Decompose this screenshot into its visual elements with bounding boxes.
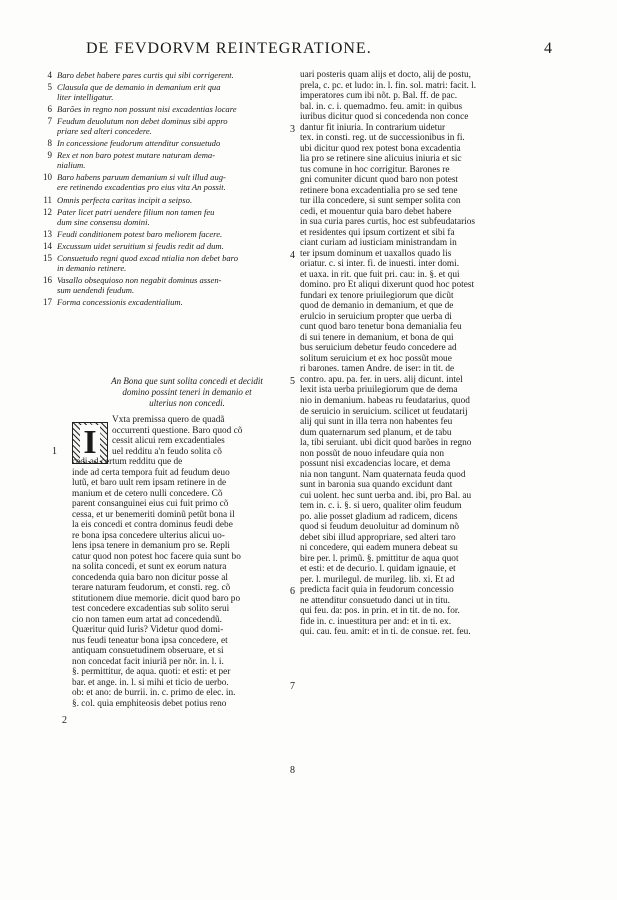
text-line: per. l. murilegul. de murileg. lib. xi. Et ad bbox=[300, 574, 455, 585]
question-line: An Bona que sunt solita concedi et decidit bbox=[111, 376, 263, 386]
text-line: bal. in. c. i. quemadmo. feu. amit: in quibus bbox=[300, 101, 463, 112]
text-line: possunt nisi excadencias locare, et dema bbox=[300, 459, 451, 470]
text-line: la, tibi seruiant. ubi dicit quod barões in regno bbox=[300, 438, 472, 449]
margin-note-number: 7 bbox=[290, 681, 295, 692]
text-line: ri barones. tamen Andre. de iser: in tit. de bbox=[300, 364, 455, 375]
text-line: tem in. c. i. §. si uero, qualiter olim feudum bbox=[300, 501, 462, 512]
summary-item bbox=[30, 275, 305, 295]
text-line: de seruicio in seruicium. scilicet ut feudatarij bbox=[300, 406, 468, 417]
text-line: Vxta premissa quero de quadã bbox=[112, 415, 225, 425]
summary-line: liter intelligatur. bbox=[57, 92, 114, 103]
text-line: cedi ad certum redditu que de bbox=[72, 457, 183, 468]
summary-line: Baro habens paruum demanium si vult illud aug- bbox=[57, 172, 226, 183]
text-line: debet sibi illud appropriare, sed alteri taro bbox=[300, 532, 456, 543]
summary-item bbox=[30, 229, 305, 239]
summary-item bbox=[30, 241, 305, 251]
text-line: dum quaternarum sed planum, et de tabu bbox=[300, 427, 452, 438]
text-line: manium et de cetero nulli concedere. Cõ bbox=[72, 488, 223, 499]
summary-item bbox=[30, 150, 305, 170]
text-line: sunt in baronia sua quando excidunt dant bbox=[300, 480, 453, 491]
question-line: domino possint teneri in demanio et bbox=[122, 387, 252, 397]
text-line: occurrenti questione. Baro quod cõ bbox=[112, 425, 243, 436]
text-line: cessa, et ur benemeriti dominũ petũt bona il bbox=[72, 509, 235, 520]
right-column-text bbox=[300, 70, 545, 638]
text-line: Quæritur quid Iuris? Videtur quod domi- bbox=[72, 625, 224, 636]
summary-line: sum uendendi feudum. bbox=[57, 284, 135, 295]
text-line: dantur fit iniuria. In contrarium uidetur bbox=[300, 122, 446, 133]
text-line: et residentes qui ipsum cortizent et sibi fa bbox=[300, 227, 455, 238]
text-line: terare naturam feudorum, et consti. reg. cõ bbox=[72, 583, 231, 594]
summary-number: 15 bbox=[43, 252, 52, 263]
text-line: uari posteris quam alijs et docto, alij de postu, bbox=[300, 70, 471, 80]
text-line: concedenda quia baro non dicitur posse al bbox=[72, 572, 228, 583]
summary-line: Consuetudo regni quod excad ntialia non debet baro bbox=[57, 252, 239, 263]
text-line: stitutionem diue memorie. dicit quod baro po bbox=[72, 593, 241, 604]
text-line: cedi, et mouentur quia baro debet habere bbox=[300, 206, 452, 217]
text-line: et esti: et de decurio. l. quidam ignauie, et bbox=[300, 564, 456, 575]
text-line: bire per. l. primũ. §. pmittitur de aqua quot bbox=[300, 553, 459, 564]
text-line: non concedat facit iniuriã per nõr. in. l. i. bbox=[72, 656, 224, 667]
margin-note-number: 4 bbox=[290, 250, 295, 261]
question-line: ulterius non concedi. bbox=[149, 398, 225, 408]
summary-item bbox=[30, 70, 305, 80]
question-heading bbox=[72, 376, 302, 409]
text-line: imperatores cum ibi nõt. p. Bal. ff. de pac. bbox=[300, 91, 458, 102]
text-line: cui uolent. hec sunt uerba and. ibi, pro Bal. au bbox=[300, 490, 472, 501]
margin-note-number: 5 bbox=[290, 376, 295, 387]
summary-number: 8 bbox=[47, 138, 52, 149]
text-line: erulcio in seruicium propter que uerba di bbox=[300, 311, 452, 322]
text-line: quod de demanio in demanium, et que de bbox=[300, 301, 454, 312]
margin-note-number: 8 bbox=[290, 765, 295, 776]
running-title: DE FEVDORVM REINTEGRATIONE. bbox=[86, 40, 372, 57]
text-line: nio in demanium. habeas ru feudatarius, quod bbox=[300, 395, 470, 406]
summary-item bbox=[30, 82, 305, 102]
text-line: cessit alicui rem excadentiales bbox=[112, 436, 225, 447]
text-line: parent consanguinei eius cui fuit primo cõ bbox=[72, 499, 229, 510]
summary-item bbox=[30, 138, 305, 148]
summary-line: Rex et non baro potest mutare naturam dema- bbox=[57, 150, 216, 161]
text-line: cunt quod baro tenetur bona demanialia feu bbox=[300, 322, 462, 333]
summary-item bbox=[30, 207, 305, 227]
text-line: nia non tangunt. Nam quaternata feuda quod bbox=[300, 469, 466, 480]
summary-item bbox=[30, 116, 305, 136]
text-line: lexit ista uerba priuilegiorum que de dema bbox=[300, 385, 458, 396]
summary-number: 13 bbox=[43, 228, 52, 239]
text-line: lens ipsa tenere in demanium pro se. Repli bbox=[72, 541, 231, 552]
initial-letter: I bbox=[80, 425, 99, 461]
text-line: tus comune in hoc corrigitur. Barones re bbox=[300, 164, 450, 175]
text-line: di sui tenere in demanium, et bona de qui bbox=[300, 332, 454, 343]
text-line: ciant curiam ad iusticiam ministrandam in bbox=[300, 238, 457, 249]
summary-number: 12 bbox=[43, 206, 52, 217]
text-line: gni comuniter dicunt quod baro non potest bbox=[300, 175, 459, 186]
text-line: contro. apu. pa. fer. in uers. alij dicunt. intel bbox=[300, 374, 463, 385]
text-line: na solita concedi, et sunt ex eorum natura bbox=[72, 562, 227, 573]
text-line: §. col. quia emphiteosis debet potius reno bbox=[72, 698, 227, 709]
text-line: lutũ, et baro uult rem ipsam retinere in de bbox=[72, 478, 227, 489]
summary-line: Clausula que de demanio in demanium erit qua bbox=[57, 82, 221, 93]
text-line: §. permittitur, de aqua. quoti: et esti: et per bbox=[72, 667, 231, 678]
text-line: inde ad certa tempora fuit ad feudum deuo bbox=[72, 467, 230, 478]
summary-number: 11 bbox=[43, 194, 52, 205]
text-line: et uaxa. in rit. que fuit pri. cau: in. §. et qui bbox=[300, 269, 460, 280]
text-line: domino. pro Et aliqui dixerunt quod hoc potest bbox=[300, 280, 475, 291]
summary-number: 14 bbox=[43, 240, 52, 251]
summary-line: Baro debet habere pares curtis qui sibi corrigerent. bbox=[57, 70, 234, 80]
summary-line: Feudum deuolutum non debet dominus sibi appro bbox=[57, 116, 228, 127]
summary-list bbox=[30, 70, 305, 307]
text-line: predicta facit quia in feudorum concessio bbox=[300, 585, 454, 596]
summary-line: Pater licet patri uendere filium non tamen feu bbox=[57, 206, 215, 217]
margin-note-number: 1 bbox=[52, 446, 57, 457]
summary-line: nialium. bbox=[57, 160, 86, 171]
summary-line: Excussum uidet seruitium si feudis redit ad dum. bbox=[57, 240, 224, 251]
summary-line: Omnis perfecta caritas incipit a seipso. bbox=[57, 194, 193, 205]
text-line: uel redditu a'n feudo solita cõ bbox=[112, 446, 222, 457]
summary-number: 4 bbox=[47, 70, 52, 80]
text-line: antiquam consuetudinem obseruare, et si bbox=[72, 646, 224, 657]
text-line: non possũt de nouo infeudare quia non bbox=[300, 448, 445, 459]
left-column-text bbox=[72, 415, 312, 709]
text-line: tur illa concedere, si sunt semper solita con bbox=[300, 196, 461, 207]
page-number: 4 bbox=[544, 40, 552, 57]
summary-line: in demanio retinere. bbox=[57, 262, 127, 273]
summary-line: Feudi conditionem potest baro meliorem facere. bbox=[57, 228, 223, 239]
text-line: fundari ex tenore priuilegiorum que dicũt bbox=[300, 290, 454, 301]
text-line: qui feu. da: pos. in prin. et in tit. de no. for. bbox=[300, 606, 460, 617]
summary-number: 6 bbox=[47, 104, 52, 115]
summary-number: 9 bbox=[47, 150, 52, 161]
text-line: catur quod non potest hoc facere quia sunt bo bbox=[72, 551, 241, 562]
margin-note-number: 6 bbox=[290, 586, 295, 597]
text-line: oriatur. c. si inter. fi. de inuesti. inter domi. bbox=[300, 259, 460, 270]
summary-line: priare sed alteri concedere. bbox=[57, 126, 152, 137]
text-line: po. alie posset gladium ad radicem, dicens bbox=[300, 511, 458, 522]
text-line: solitum seruicium et ex hoc possũt moue bbox=[300, 353, 452, 364]
summary-line: In concessione feudorum attenditur consuetudo bbox=[57, 138, 221, 149]
text-line: retinere bona excadentialia pro se sed tene bbox=[300, 185, 458, 196]
text-line: la eis concedi et contra dominus feudi debe bbox=[72, 520, 233, 531]
text-line: alij qui sunt in illa terra non habentes feu bbox=[300, 417, 453, 428]
summary-number: 16 bbox=[43, 274, 52, 285]
summary-item bbox=[30, 104, 305, 114]
text-line: bus seruicium debetur feudo concedere ad bbox=[300, 343, 457, 354]
text-line: lia pro se retinere sine alicuius iniuria et sic bbox=[300, 154, 462, 165]
summary-line: Barões in regno non possunt nisi excadentias locare bbox=[57, 104, 237, 115]
text-line: ob: et ano: de burrii. in. c. primo de elec. in. bbox=[72, 688, 236, 699]
text-line: ubi dicitur quod rex potest bona excadentia bbox=[300, 143, 461, 154]
summary-line: dum sine consensu domini. bbox=[57, 216, 150, 227]
text-line: nus feudi teneatur bona ipsa concedere, et bbox=[72, 635, 228, 646]
summary-item bbox=[30, 172, 305, 192]
text-line: ter ipsum dominum et uaxallos quado lis bbox=[300, 248, 452, 259]
summary-line: Forma concessionis excadentialium. bbox=[57, 296, 183, 307]
text-line: cio non tamen eum artat ad concedendũ. bbox=[72, 614, 222, 625]
text-line: iuribus dicitur quod si concedenda non conce bbox=[300, 112, 469, 123]
text-line: fide in. c. inuestitura per and: et in ti. ex. bbox=[300, 616, 452, 627]
summary-number: 5 bbox=[47, 82, 52, 93]
summary-number: 17 bbox=[43, 296, 52, 307]
summary-number: 10 bbox=[43, 172, 52, 183]
margin-note-number: 2 bbox=[62, 715, 67, 726]
text-line: ni concedere, qui eadem munera debeat su bbox=[300, 543, 458, 554]
summary-number: 7 bbox=[47, 116, 52, 127]
text-line: ne attenditur consuetudo danci ut in titu. bbox=[300, 595, 451, 606]
summary-line: Vasallo obsequioso non negabit dominus assen- bbox=[57, 274, 222, 285]
text-line: re bona ipsa concedere ulterius alicui uo- bbox=[72, 530, 225, 541]
text-line: test concedere excadentias sub solito serui bbox=[72, 604, 230, 615]
text-line: bar. et ange. in. l. si mihi et ticio de uerbo. bbox=[72, 677, 229, 688]
text-line: qui. cau. feu. amit: et in ti. de consue. ret. feu. bbox=[300, 627, 471, 638]
text-line: in sua curia pares curtis, hoc est subfeudatarios bbox=[300, 217, 476, 228]
summary-item bbox=[30, 253, 305, 273]
margin-note-number: 3 bbox=[290, 124, 295, 135]
summary-line: ere retinendo excadentias pro eius vita An possit. bbox=[57, 182, 226, 193]
summary-item bbox=[30, 195, 305, 205]
text-line: prela, c. pc. et ludo: in. l. fin. sol. matri: facit. l. bbox=[300, 80, 477, 91]
text-line: quod si feudum deuoluitur ad dominum nõ bbox=[300, 522, 460, 533]
summary-item bbox=[30, 297, 305, 307]
text-line: tex. in consti. reg. ut de successionibus in fi. bbox=[300, 133, 465, 144]
